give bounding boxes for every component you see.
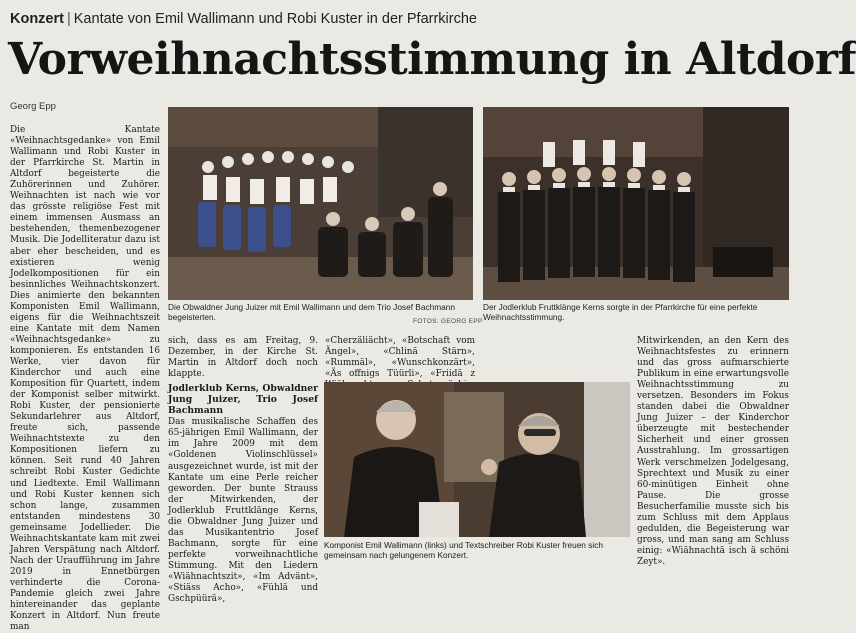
choir-photo-image <box>168 107 473 300</box>
photo-3-caption: Komponist Emil Wallimann (links) und Textschreiber Robi Kuster freuen sich gemeinsam nach gelungenem Konzert. <box>324 540 603 560</box>
kicker-separator: | <box>66 11 71 27</box>
photo-composer-lyricist <box>324 382 630 537</box>
photo-jodlerklub <box>483 107 789 300</box>
headline: Vorweihnachtsstimmung in Altdorf <box>8 34 856 85</box>
column-2-text: Das musikalische Schaffen des 65-jährigen Emil Wallimann, der im Jahre 2009 mit dem «Goldenen Violinschlüssel» ausgezeichnet wurde, ist mit der Kantate um eine Perle reicher geworden. Der bunte Strauss der Mitwirkenden, der Jodlerklub Fruttklänge Kerns, die Obwaldner Jung Juizer und das Musikantentrio Josef Bachmann, sorgte für eine perfekte vorweihnachtliche Stimmung. Mit den Liedern «Wiähnachtszit», «Im Advänt», «Stiäss Acho», «Fühlä und Gschpüürä», <box>168 417 318 605</box>
article-column-4 <box>637 336 789 567</box>
column-3-text: «Cherzäliächt», «Botschaft vom Ängel», «Chlinä Stärn», «Rummäl», «Wunschkonzärt», «Äs offnigs Tüürli», «Friidä z <box>325 336 475 380</box>
section-label: Konzert <box>10 11 64 27</box>
column-4-text: Mitwirkenden, an den Kern des Weihnachtsfestes zu erinnern und das gross aufmarschierte Publikum in eine erwartungsvolle Weihnachtsstimmung zu versetzen. Besonders im Fokus standen dabei die Obwaldner Jung Juizer – der Kinderchor überzeugte mit bestechender Sicherheit und einer grossen Ausstrahlung. Im grossartigen Werk verschmelzen Jodelgesang, Sprechtext und Musik zu einer 60-minütigen Einheit ohne Pause. Die grosse Besucherfamilie musste sich bis zum Schluss mit dem Applaus gedulden, die Begeisterung war gross, und man sang am Schluss einig: «Wiähnachtä isch ä schöni Zeyt». <box>637 336 789 567</box>
article-kicker <box>10 10 477 28</box>
photo-credit: FOTOS: GEORG EPP <box>413 318 483 325</box>
composer-photo-image <box>324 382 630 537</box>
article-column-1 <box>10 125 160 633</box>
photo-1-caption: Die Obwaldner Jung Juizer mit Emil Wallimann und dem Trio Josef Bachmann begeisterten. <box>168 302 455 322</box>
subheading: Jodlerklub Kerns, Obwaldner Jung Juizer, Trio Josef Bachmann <box>168 383 318 417</box>
article-column-2 <box>168 336 318 605</box>
article-column-3 <box>325 336 475 380</box>
byline: Georg Epp <box>10 101 56 112</box>
kicker-subtitle: Kantate von Emil Wallimann und Robi Kuster in der Pfarrkirche <box>73 11 477 27</box>
column-1-text: Die Kantate «Weihnachtsgedanke» von Emil Wallimann und Robi Kuster in der Pfarrkirche St. Martin in Altdorf begeisterte die Zuhörerinnen und Zuhörer. Weihnachten ist nach wie vor das grösste religiöse Fest mit einem immensen Ausmass an bestehenden, themenbezogener Musik. Die Jodelliteratur dazu ist aber eher bescheiden, und es existieren wenig Jodelkompositionen für ein besinnliches Weihnachtskonzert. Dies animierte den bekannten Komponisten Emil Wallimann, eigens für die Weihnachtszeit eine Kantate mit dem Namen «Weihnachtsgedanke» zu komponieren. Es entstanden 16 Werke, vier davon für Kinderchor und auch eine Komposition für Quartett, indem der Komponist selber mitwirkt. Robi Kuster, der pensionierte Sekundarlehrer aus Altdorf, freute sich, passende Weihnachtstexte zu den Kompositionen liefern zu können. Seit rund 40 Jahren schreibt Robi Kuster Gedichte und Liedtexte. Emil Wallimann und Robi Kuster kennen sich schon lange, zusammen entstanden mindestens 30 gemeinsame Jodellieder. Die Weihnachtskantate kam mit zwei Jahren Verspätung nach Altdorf. Nach der Uraufführung im Jahre 2019 in Ennetbürgen verhinderte die Corona-Pandemie gleich zwei Jahre hintereinander das geplante Konzert in Altdorf. Nun freute man <box>10 125 160 633</box>
photo-2-caption: Der Jodlerklub Fruttklänge Kerns sorgte in der Pfarrkirche für eine perfekte Weihnachtsstimmung. <box>483 302 758 322</box>
column-2-intro: sich, dass es am Freitag, 9. Dezember, in der Kirche St. Martin in Altdorf doch noch klappte. <box>168 336 318 380</box>
jodlerklub-photo-image <box>483 107 789 300</box>
photo-children-choir <box>168 107 473 300</box>
